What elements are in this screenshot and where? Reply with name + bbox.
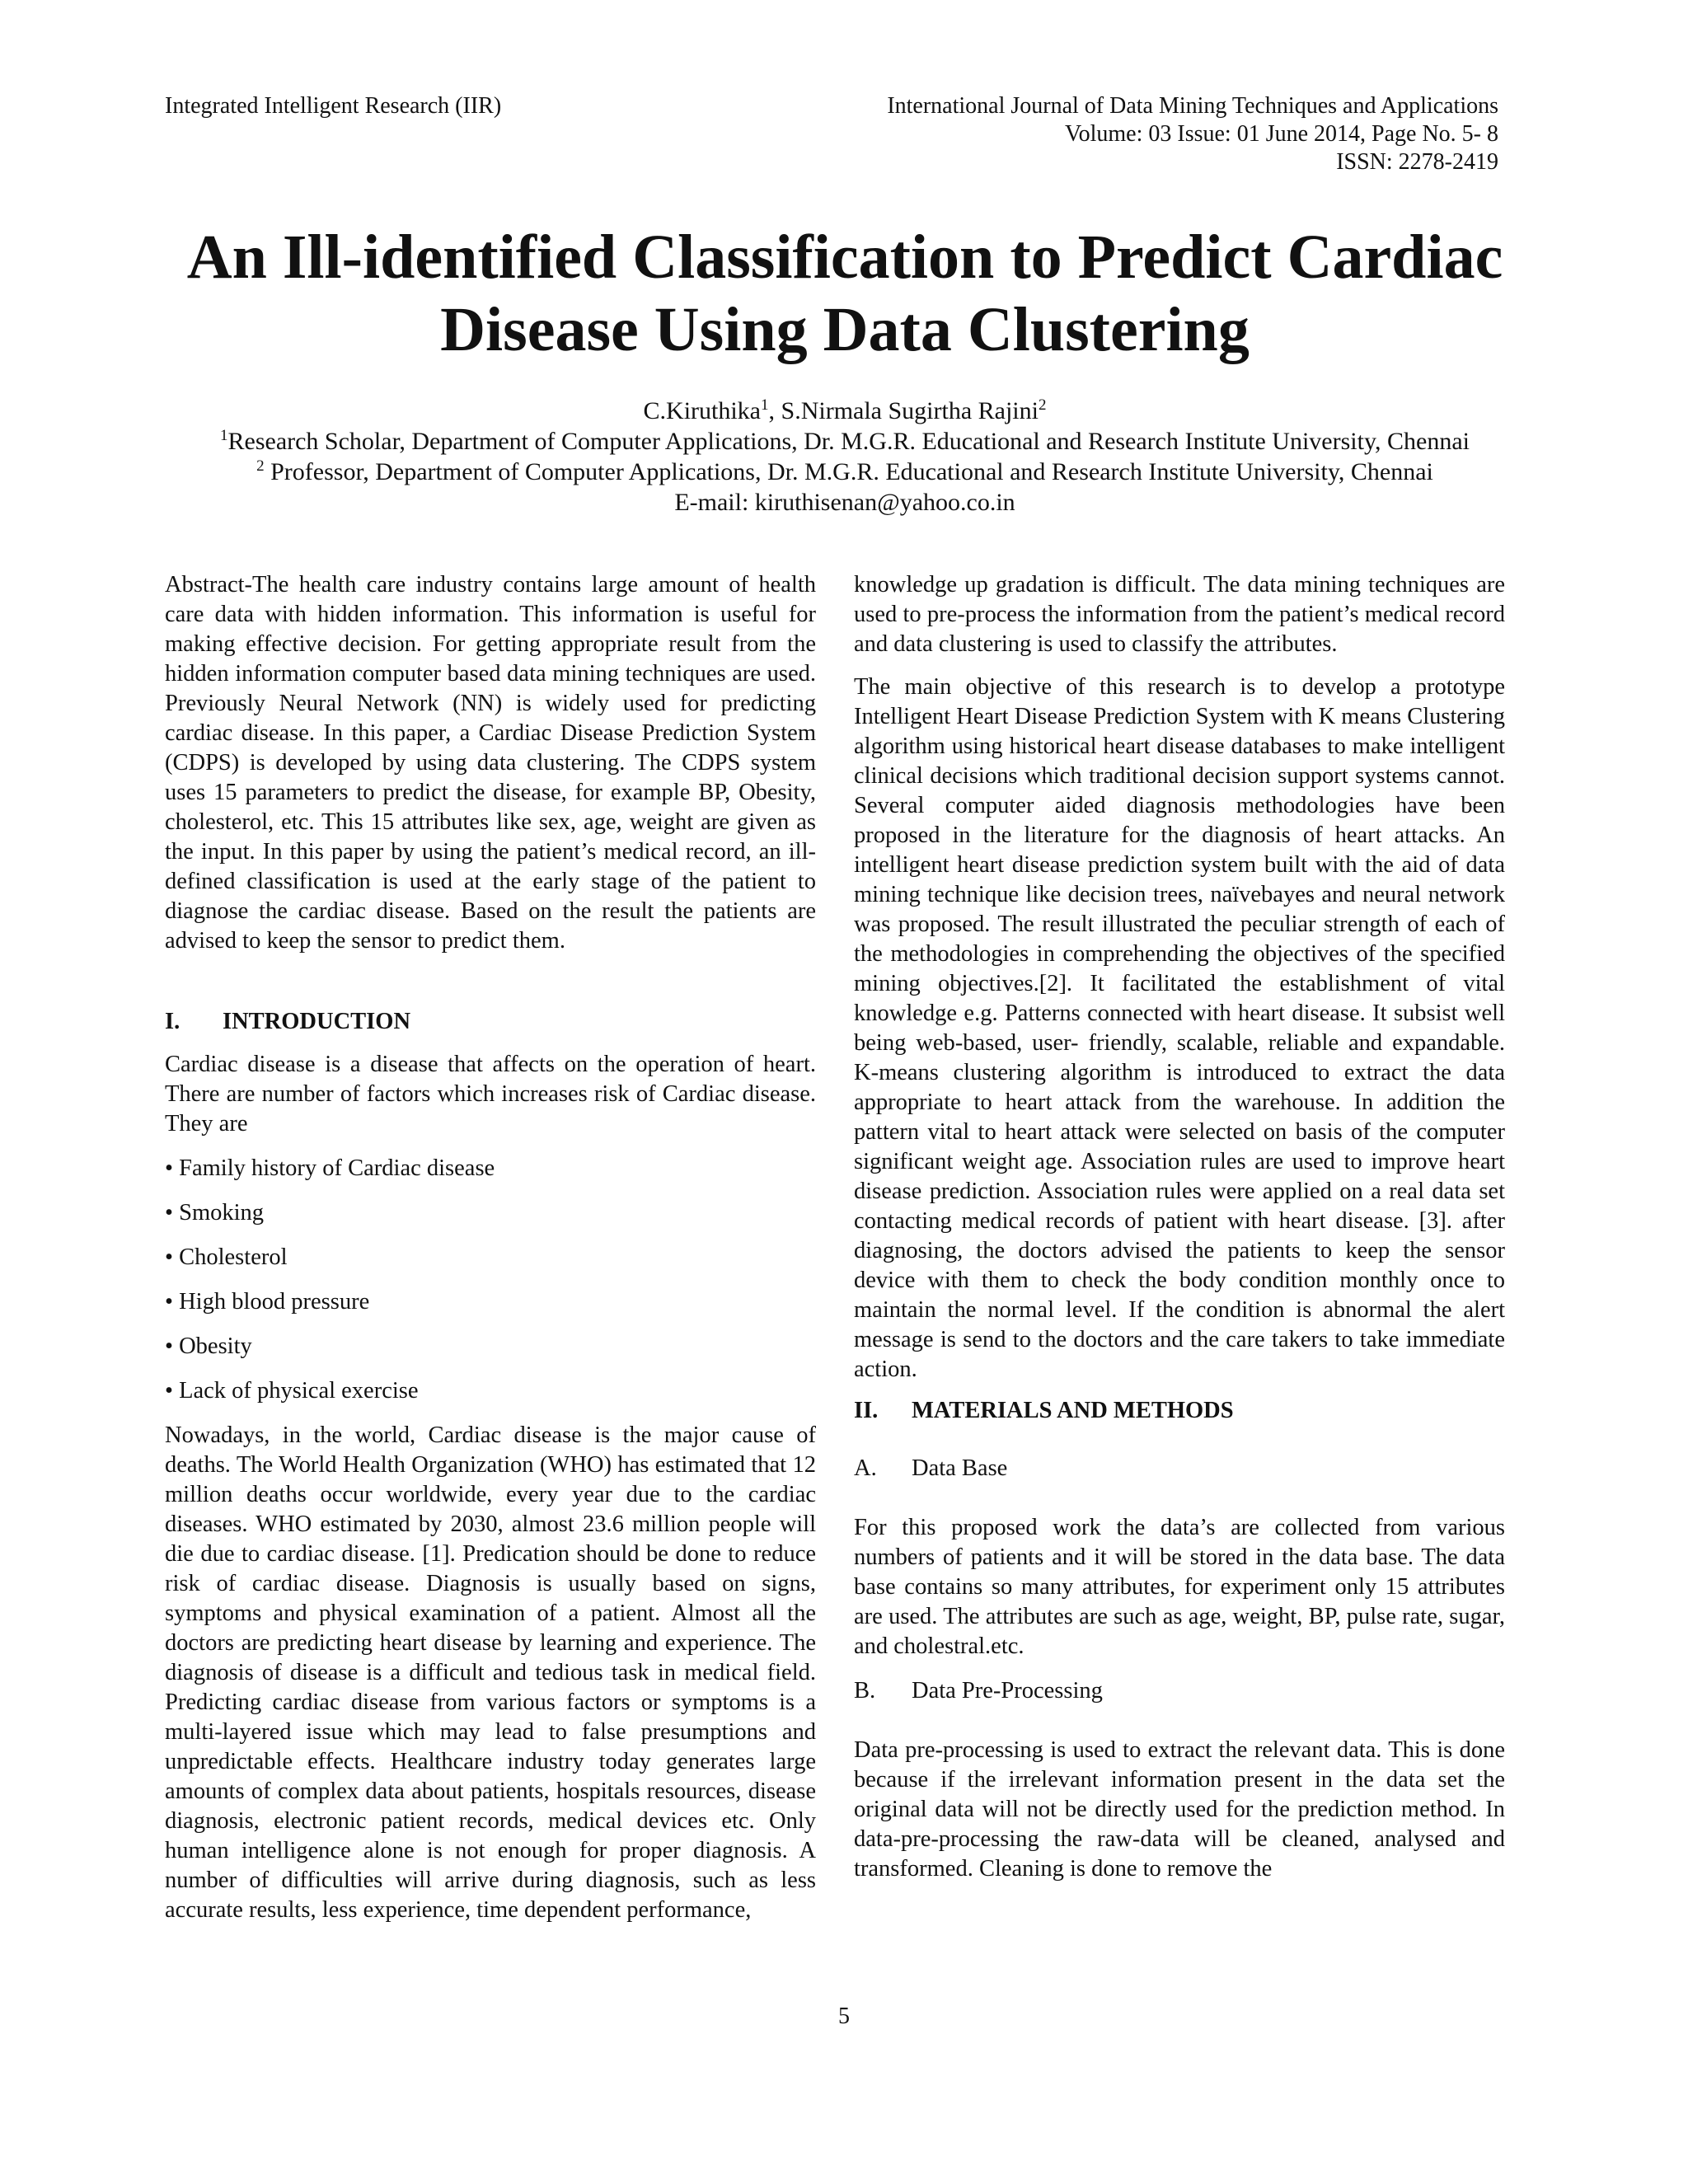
list-item: • Cholesterol	[165, 1244, 288, 1270]
author-email: E-mail: kiruthisenan@yahoo.co.in	[674, 489, 1015, 516]
author-1-superscript: 1	[761, 396, 769, 414]
subsection-heading-preprocessing	[854, 1676, 1505, 1706]
affiliation-2	[148, 457, 1541, 487]
subsection-letter: B.	[854, 1678, 876, 1704]
right-paragraph-2: The main objective of this research is to develop a prototype Intelligent Heart Disease Prediction System with K means Clustering algorithm using historical heart disease databases to make intelligent clinical decisions which traditional decision support systems cannot. Several computer aided diagnosis methodologies have been proposed in the literature for the diagnosis of heart attacks. An intelligent heart disease prediction system built with the aid of data mining technique like decision trees, naïvebayes and neural network was proposed. The result illustrated the peculiar strength of each of the methodologies in comprehending the objectives of the specified mining objectives.[2]. It facilitated the establishment of vital knowledge e.g. Patterns connected with heart disease. It subsist well being web-based, user- friendly, scalable, reliable and expandable. K-means clustering algorithm is introduced to extract the data appropriate to heart attack from the warehouse. In addition the pattern vital to heart attack were selected on basis of the computer significant weight age. Association rules are used to improve heart disease prediction. Association rules were applied on a real data set contacting medical records of patient with heart disease. [3]. after diagnosing, the doctors advised the patients to keep the sensor device with them to check the body condition monthly once to maintain the normal level. If the condition is abnormal the alert message is send to the doctors and the care takers to take immediate action.	[854, 674, 1505, 1382]
left-column	[165, 570, 816, 1925]
subsection-title: Data Pre-Processing	[912, 1678, 1103, 1704]
abstract	[165, 570, 816, 956]
section-title: INTRODUCTION	[223, 1009, 411, 1034]
subsection-heading-data-base	[854, 1454, 1505, 1483]
right-paragraph-1: knowledge up gradation is difficult. The data mining techniques are used to pre-process the information from the patient’s medical record and data clustering is used to classify the attributes.	[854, 572, 1505, 657]
author-2-superscript: 2	[1038, 396, 1047, 414]
subsection-letter: A.	[854, 1455, 877, 1481]
list-item: • Family history of Cardiac disease	[165, 1155, 495, 1181]
right-column	[854, 570, 1505, 1884]
author-names	[148, 396, 1541, 426]
header-volume-issue: Volume: 03 Issue: 01 June 2014, Page No. 5- 8	[1065, 121, 1498, 147]
author-block	[148, 396, 1541, 518]
section-heading-materials-methods	[854, 1396, 1505, 1426]
header-journal-info	[887, 92, 1498, 176]
intro-paragraph-2: Nowadays, in the world, Cardiac disease is the major cause of deaths. The World Health Organization (WHO) has estimated that 12 million deaths occur worldwide, every year due to the cardiac diseases. WHO estimated by 2030, almost 23.6 million people will die due to cardiac disease. [1]. Predication should be done to reduce risk of cardiac disease. Diagnosis is usually based on signs, symptoms and physical examination of a patient. Almost all the doctors are predicting heart disease by learning and experience. The diagnosis of disease is a difficult and tedious task in medical field. Predicting cardiac disease from various factors or symptoms is a multi-layered issue which may lead to false presumptions and unpredictable effects. Healthcare industry today generates large amounts of complex data about patients, hospitals resources, disease diagnosis, electronic patient records, medical devices etc. Only human intelligence alone is not enough for proper diagnosis. A number of difficulties will arrive during diagnosis, such as less accurate results, less experience, time dependent performance,	[165, 1422, 816, 1923]
list-item: • Smoking	[165, 1200, 265, 1226]
header-journal-name: International Journal of Data Mining Techniques and Applications	[887, 93, 1498, 119]
abstract-text: The health care industry contains large amount of health care data with hidden information. This information is useful for making effective decision. For getting appropriate result from the hidden information computer based data mining techniques are used. Previously Neural Network (NN) is widely used for predicting cardiac disease. In this paper, a Cardiac Disease Prediction System (CDPS) is developed by using data clustering. The CDPS system uses 15 parameters to predict the disease, for example BP, Obesity, cholesterol, etc. This 15 attributes like sex, age, weight are given as the input. In this paper by using the patient’s medical record, an ill-defined classification is used at the early stage of the patient to diagnose the cardiac disease. Based on the result the patients are advised to keep the sensor to predict them.	[165, 572, 816, 954]
preprocessing-paragraph: Data pre-processing is used to extract the relevant data. This is done because if the irrelevant information present in the data set the original data will not be directly used for the prediction method. In data-pre-processing the raw-data will be cleaned, analysed and transformed. Cleaning is done to remove the	[854, 1737, 1505, 1882]
affiliation-1-text: Research Scholar, Department of Computer Applications, Dr. M.G.R. Educational and Research Institute University, Chennai	[227, 428, 1470, 455]
paper-title: An Ill-identified Classification to Predict Cardiac Disease Using Data Clustering	[186, 223, 1503, 364]
affiliation-2-superscript: 2	[256, 457, 265, 475]
risk-factor-list	[165, 1154, 816, 1406]
section-heading-introduction	[165, 1007, 816, 1037]
section-number: I.	[165, 1009, 181, 1034]
list-item: • High blood pressure	[165, 1289, 370, 1315]
intro-paragraph-1: Cardiac disease is a disease that affects on the operation of heart. There are number of factors which increases risk of Cardiac disease. They are	[165, 1052, 816, 1137]
header-issn: ISSN: 2278-2419	[1336, 149, 1498, 175]
list-item: • Lack of physical exercise	[165, 1378, 419, 1404]
page-number: 5	[838, 2004, 850, 2029]
section-title: MATERIALS AND METHODS	[912, 1398, 1234, 1423]
list-item: • Obesity	[165, 1333, 252, 1359]
affiliation-1	[148, 426, 1541, 457]
data-base-paragraph: For this proposed work the data’s are collected from various numbers of patients and it will be stored in the data base. The data base contains so many attributes, for experiment only 15 attributes are used. The attributes are such as age, weight, BP, pulse rate, sugar, and cholestral.etc.	[854, 1515, 1505, 1659]
affiliation-2-text: Professor, Department of Computer Applications, Dr. M.G.R. Educational and Research Institute University, Chennai	[264, 458, 1433, 485]
author-1-name: C.Kiruthika	[643, 397, 762, 424]
abstract-label: Abstract-	[165, 572, 253, 598]
subsection-title: Data Base	[912, 1455, 1008, 1481]
author-2-name: S.Nirmala Sugirtha Rajini	[781, 397, 1039, 424]
affiliation-1-superscript: 1	[220, 427, 228, 444]
header-publisher: Integrated Intelligent Research (IIR)	[165, 93, 502, 119]
author-separator: ,	[768, 397, 781, 424]
section-number: II.	[854, 1398, 879, 1423]
